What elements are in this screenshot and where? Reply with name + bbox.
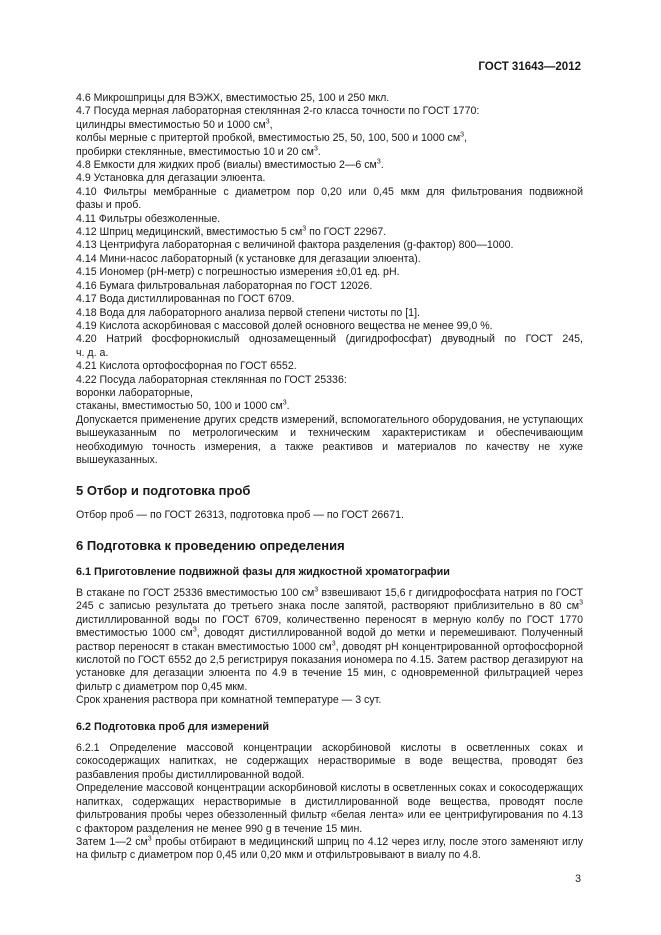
list-item: 4.9 Установка для дегазации элюента. xyxy=(76,172,266,185)
list-item: 4.18 Вода для лабораторного анализа первой степени чистоты по [1]. xyxy=(76,306,420,319)
list-item: фазы и проб. xyxy=(76,199,142,212)
list-item: 4.12 Шприц медицинский, вместимостью 5 $см^3$ по ГОСТ 22967. xyxy=(76,225,387,239)
equipment-list xyxy=(76,92,583,414)
list-item: 4.15 Иономер (рН-метр) с погрешностью измерения ±0,01 ед. рН. xyxy=(76,266,400,279)
list-item: 4.7 Посуда мерная лабораторная стеклянная 2-го класса точности по ГОСТ 1770: xyxy=(76,105,480,118)
section-6-2-1-paragraph-2: Определение массовой концентрации аскорбиновой кислоты в осветленных соках и сокосодержащих напитках, содержащих нерастворимые в дистиллированной воде вещества, проводят после фильтрования пробы через обеззоленный фильтр «белая лента» или ее центрифугирования по 4.13 с фактором разделения не менее 990 g в течение 15 мин. xyxy=(76,782,583,835)
standard-code-header: ГОСТ 31643—2012 xyxy=(478,61,581,73)
list-item: стаканы, вместимостью 50, 100 и 1000 $см^3$. xyxy=(76,399,290,413)
allowance-paragraph: Допускается применение других средств измерений, вспомогательного оборудования, не уступающих вышеуказанным по метрологическим и техническим характеристикам и обеспечивающим необходимую точность измерения, а также реактивов и материалов по качеству не хуже вышеуказанных. xyxy=(76,413,583,466)
list-item: 4.10 Фильтры мембранные с диаметром пор 0,20 или 0,45 мкм для фильтрования подвижной xyxy=(76,185,583,198)
list-item: 4.17 Вода дистиллированная по ГОСТ 6709. xyxy=(76,293,295,306)
page-content xyxy=(76,92,583,863)
list-item: 4.13 Центрифуга лабораторная с величиной фактора разделения (g-фактор) 800—1000. xyxy=(76,239,514,252)
list-item: 4.19 Кислота аскорбиновая с массовой долей основного вещества не менее 99,0 %. xyxy=(76,319,493,332)
list-item: ч. д. а. xyxy=(76,346,109,359)
page-number: 3 xyxy=(575,873,581,885)
list-item: 4.11 Фильтры обезжоленные. xyxy=(76,212,221,225)
section-5-heading: 5 Отбор и подготовка проб xyxy=(76,483,251,499)
list-item: 4.22 Посуда лабораторная стеклянная по ГОСТ 25336: xyxy=(76,373,347,386)
list-item: 4.6 Микрошприцы для ВЭЖХ, вместимостью 25, 100 и 250 мкл. xyxy=(76,92,390,104)
storage-note: Срок хранения раствора при комнатной температуре — 3 сут. xyxy=(76,694,382,707)
section-6-2-heading: 6.2 Подготовка проб для измерений xyxy=(76,720,270,733)
list-item: колбы мерные с притертой пробкой, вместимостью 25, 50, 100, 500 и 1000 $см^3$, xyxy=(76,131,467,145)
list-item: 4.8 Емкости для жидких проб (виалы) вместимостью 2—6 $см^3$. xyxy=(76,158,384,172)
section-6-1-heading: 6.1 Приготовление подвижной фазы для жидкостной хроматографии xyxy=(76,565,450,578)
list-item: 4.21 Кислота ортофосфорная по ГОСТ 6552. xyxy=(76,360,297,373)
section-6-heading: 6 Подготовка к проведению определения xyxy=(76,538,345,554)
section-6-2-1-paragraph: 6.2.1 Определение массовой концентрации аскорбиновой кислоты в осветленных соках и сокосодержащих напитках, не содержащих нерастворимые в воде вещества, проводят без разбавления пробы дистиллированной водой. xyxy=(76,742,583,781)
list-item: воронки лабораторные, xyxy=(76,386,193,399)
section-5-text: Отбор проб — по ГОСТ 26313, подготовка проб — по ГОСТ 26671. xyxy=(76,508,404,521)
section-6-1-paragraph: В стакане по ГОСТ 25336 вместимостью 100 $см^3$ взвешивают 15,6 г дигидрофосфата натрия по ГОСТ 245 с записью результата до третьего знака после запятой, растворяют приблизительно в 80 $см^3$ дистиллированной воды по ГОСТ 6709, количественно переносят в мерную колбу по ГОСТ 1770 вместимостью 1000 $см^3$, доводят дистиллированной водой до метки и перемешивают. Полученный раствор переносят в стакан вместимостью 1000 $см^3$, доводят рН концентрированной ортофосфорной кислотой по ГОСТ 6552 до 2,5 регистрируя показания иономера по 4.15. Затем раствор дегазируют на установке для дегазации элюента по 4.9 в течение 15 мин, с одновременной фильтрацией через фильтр с диаметром пор 0,45 мкм. xyxy=(76,586,584,693)
list-item: 4.20 Натрий фосфорнокислый однозамещенный (дигидрофосфат) двуводный по ГОСТ 245, xyxy=(76,333,583,346)
list-item: 4.16 Бумага фильтровальная лабораторная по ГОСТ 12026. xyxy=(76,279,373,292)
section-6-2-1-paragraph-3: Затем 1—2 $см^3$ пробы отбирают в медицинский шприц по 4.12 через иглу, после этого заменяют иглу на фильтр с диаметром пор 0,45 или 0,20 мкм и отфильтровывают в виалу по 4.8. xyxy=(76,835,584,862)
list-item: 4.14 Мини-насос лабораторный (к установке для дегазации элюента). xyxy=(76,252,421,265)
list-item: пробирки стеклянные, вместимостью 10 и 20 $см^3$. xyxy=(76,145,321,158)
list-item: цилиндры вместимостью 50 и 1000 $см^3$, xyxy=(76,118,273,131)
